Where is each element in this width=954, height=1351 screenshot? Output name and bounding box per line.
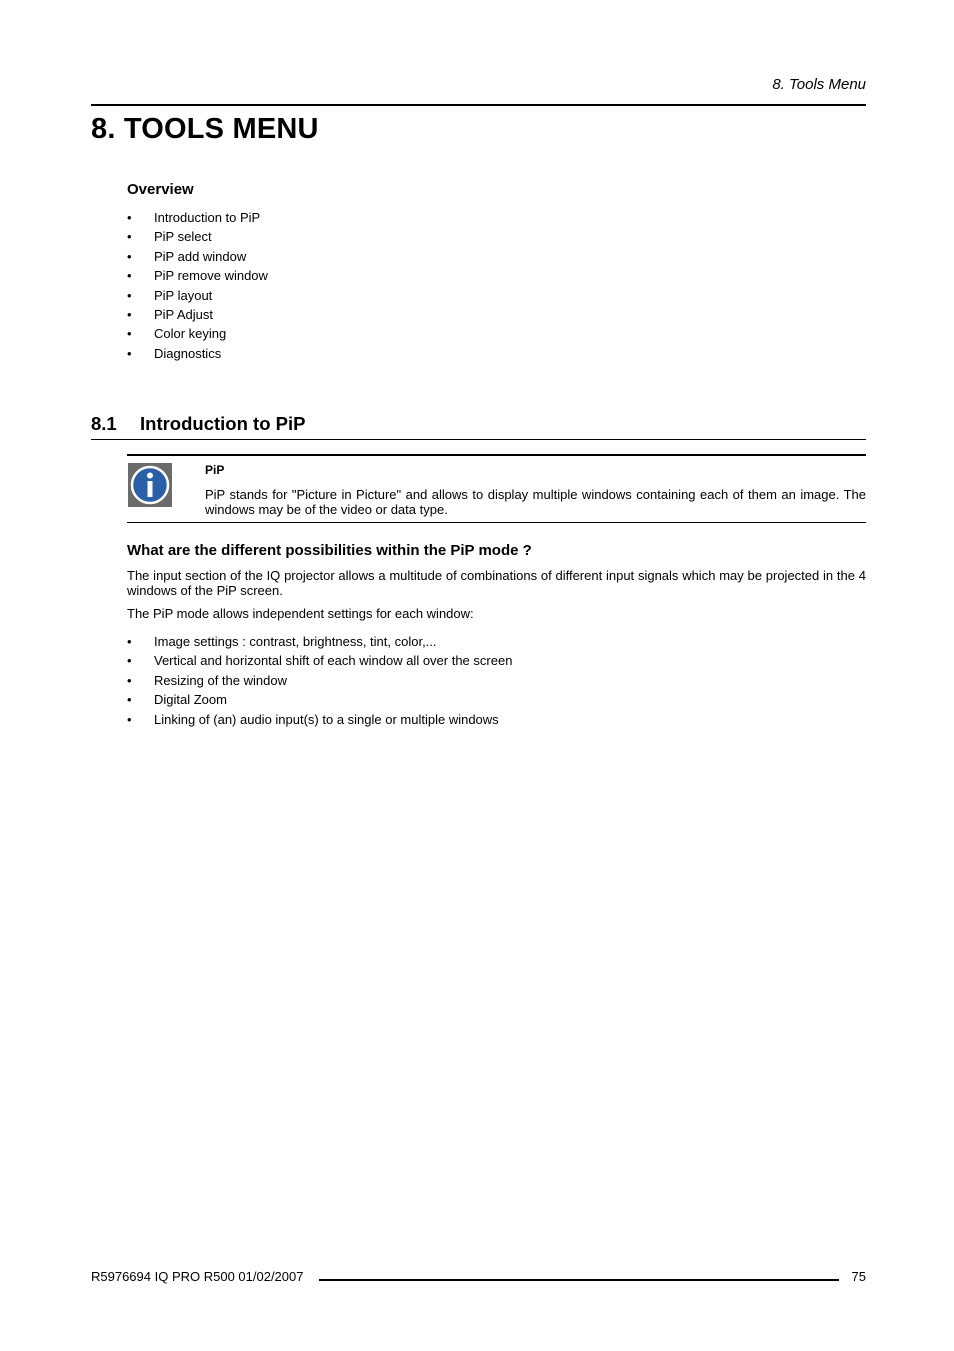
bullet-glyph: • [127, 248, 132, 264]
bullet-glyph: • [127, 692, 132, 708]
bullet-glyph: • [127, 268, 132, 284]
list-item [127, 712, 512, 731]
list-item [127, 229, 268, 248]
bullet-glyph: • [127, 326, 132, 342]
overview-item-label: Diagnostics [154, 345, 222, 361]
info-icon [128, 463, 172, 507]
list-item [127, 346, 268, 365]
page-number: 75 [851, 1269, 866, 1284]
header-rule [91, 104, 866, 106]
footer-doc-info: R5976694 IQ PRO R500 01/02/2007 [91, 1269, 304, 1284]
overview-item-label: PiP layout [154, 287, 213, 303]
pip-item-label: Image settings : contrast, brightness, tint, color,... [154, 634, 437, 649]
pip-settings-list [127, 634, 512, 731]
list-item [127, 268, 268, 287]
bullet-glyph: • [127, 634, 132, 649]
paragraph-pip-mode: The PiP mode allows independent settings for each window: [127, 606, 474, 621]
pip-item-label: Digital Zoom [154, 692, 227, 708]
list-item [127, 634, 512, 653]
bullet-glyph: • [127, 711, 132, 727]
overview-item-label: Introduction to PiP [154, 210, 261, 225]
pip-item-label: Linking of (an) audio input(s) to a single or multiple windows [154, 711, 499, 727]
overview-heading: Overview [127, 181, 194, 198]
bullet-glyph: • [127, 210, 132, 225]
list-item [127, 673, 512, 692]
note-text: PiP stands for "Picture in Picture" and allows to display multiple windows containing each of them an image. The windows may be of the video or data type. [205, 487, 866, 517]
bullet-glyph: • [127, 229, 132, 245]
bullet-glyph: • [127, 345, 132, 361]
list-item [127, 307, 268, 326]
section-number: 8.1 [91, 413, 117, 434]
bullet-glyph: • [127, 672, 132, 688]
pip-item-label: Vertical and horizontal shift of each window all over the screen [154, 653, 513, 669]
list-item [127, 692, 512, 711]
note-title: PiP [205, 463, 225, 477]
bullet-glyph: • [127, 287, 132, 303]
overview-list [127, 210, 268, 365]
section-title-text: Introduction to PiP [140, 413, 306, 434]
overview-item-label: PiP remove window [154, 268, 268, 284]
bullet-glyph: • [127, 306, 132, 322]
list-item [127, 210, 268, 229]
chapter-title: 8. TOOLS MENU [91, 113, 319, 145]
bullet-glyph: • [127, 653, 132, 669]
list-item [127, 249, 268, 268]
list-item [127, 288, 268, 307]
running-header: 8. Tools Menu [772, 76, 866, 93]
list-item [127, 653, 512, 672]
note-bottom-rule [127, 522, 866, 523]
overview-item-label: PiP add window [154, 248, 247, 264]
overview-item-label: PiP select [154, 229, 212, 245]
paragraph-input-section: The input section of the IQ projector allows a multitude of combinations of different input signals which may be projected in the 4 windows of the PiP screen. [127, 568, 866, 598]
section-rule [91, 439, 866, 440]
overview-item-label: Color keying [154, 326, 227, 342]
overview-item-label: PiP Adjust [154, 306, 214, 322]
section-title [91, 413, 305, 435]
footer-rule [319, 1279, 839, 1281]
pip-item-label: Resizing of the window [154, 672, 287, 688]
pip-possibilities-heading: What are the different possibilities within the PiP mode ? [127, 542, 532, 559]
list-item [127, 326, 268, 345]
note-top-rule [127, 454, 866, 456]
